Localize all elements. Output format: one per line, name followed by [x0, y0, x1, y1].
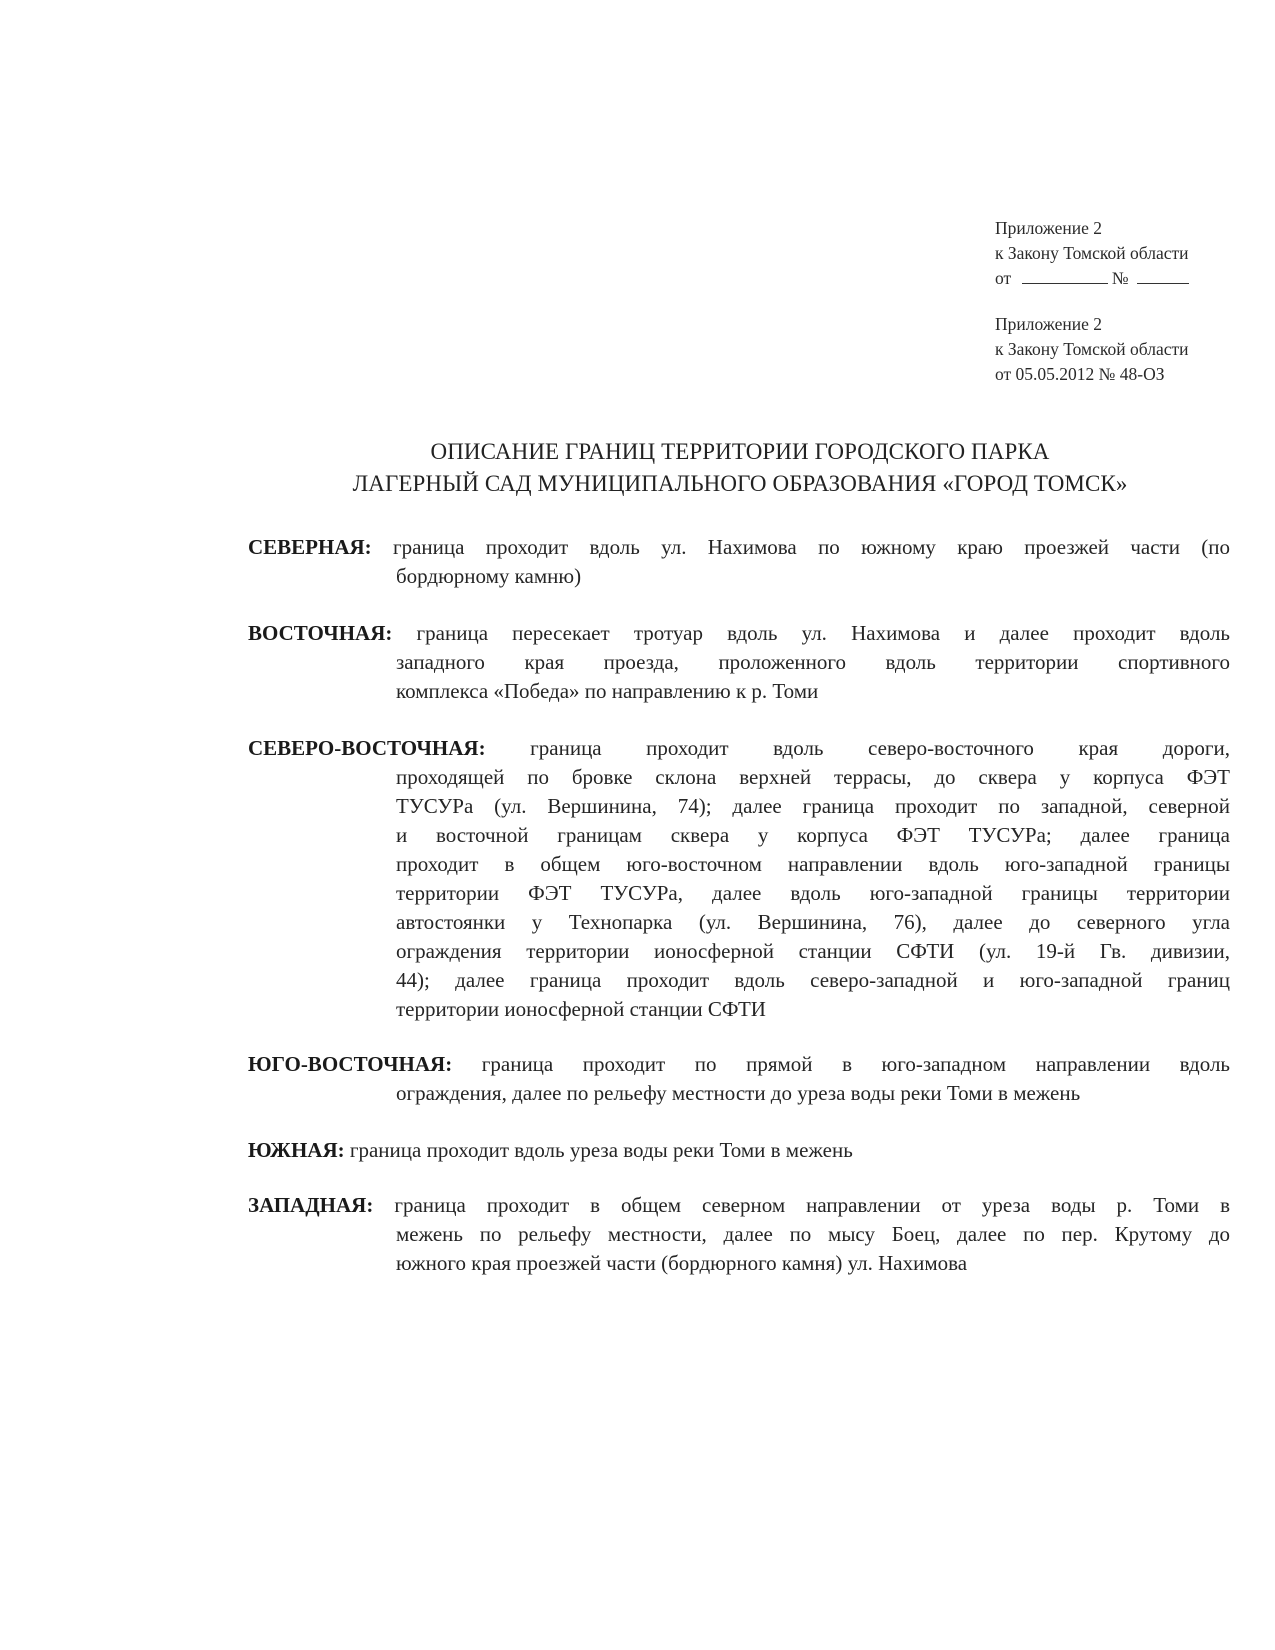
section-line: ТУСУРа (ул. Вершинина, 74); далее граница проходит по западной, северной [396, 794, 1230, 818]
section-line: бордюрному камню) [396, 564, 582, 588]
section-line: западного края проезда, проложенного вдоль территории спортивного [396, 650, 1230, 674]
section-line: и восточной границам сквера у корпуса ФЭТ ТУСУРа; далее граница [396, 823, 1230, 847]
appendix-line: от 05.05.2012 № 48-ОЗ [995, 364, 1165, 384]
number-blank [1137, 266, 1189, 284]
date-prefix: от [995, 268, 1012, 288]
section-line: проходит в общем юго-восточном направлении вдоль юго-западной границы [396, 852, 1230, 876]
section-southeast [248, 1050, 1230, 1108]
document-title [250, 436, 1230, 500]
section-line [248, 1050, 1230, 1079]
section-text: граница проходит по прямой в юго-западном направлении вдоль [481, 1052, 1231, 1076]
section-text: граница проходит в общем северном направлении от уреза воды р. Томи в [394, 1193, 1231, 1217]
section-label: ЮЖНАЯ: [248, 1138, 345, 1162]
title-line: ОПИСАНИЕ ГРАНИЦ ТЕРРИТОРИИ ГОРОДСКОГО ПАРКА [430, 439, 1050, 464]
section-line: ограждения, далее по рельефу местности до уреза воды реки Томи в межень [396, 1081, 1081, 1105]
section-label: ЗАПАДНАЯ: [248, 1193, 374, 1217]
appendix-line: к Закону Томской области [995, 243, 1189, 263]
section-north [248, 533, 1230, 591]
section-label: ВОСТОЧНАЯ: [248, 621, 393, 645]
section-text: граница проходит вдоль ул. Нахимова по южному краю проезжей части (по [393, 535, 1230, 559]
appendix-header-new [995, 216, 1255, 291]
appendix-line: к Закону Томской области [995, 339, 1189, 359]
section-label: СЕВЕРНАЯ: [248, 535, 372, 559]
section-line: ограждения территории ионосферной станции СФТИ (ул. 19-й Гв. дивизии, [396, 939, 1230, 963]
section-east [248, 619, 1230, 706]
appendix-line: Приложение 2 [995, 218, 1103, 238]
appendix-header-old [995, 312, 1255, 387]
section-line: межень по рельефу местности, далее по мысу Боец, далее по пер. Крутому до [396, 1222, 1230, 1246]
section-text: граница проходит вдоль северо-восточного края дороги, [530, 736, 1231, 760]
section-line: проходящей по бровке склона верхней террасы, до сквера у корпуса ФЭТ [396, 765, 1230, 789]
section-line [248, 734, 1230, 763]
section-label: ЮГО-ВОСТОЧНАЯ: [248, 1052, 453, 1076]
section-line: 44); далее граница проходит вдоль северо-западной и юго-западной границ [396, 968, 1230, 992]
section-line: автостоянки у Технопарка (ул. Вершинина, 76), далее до северного угла [396, 910, 1230, 934]
section-line [248, 533, 1230, 562]
section-line [248, 1136, 1230, 1165]
date-blank [1022, 266, 1108, 284]
section-line [248, 619, 1230, 648]
section-line [248, 1191, 1230, 1220]
section-south [248, 1136, 1230, 1165]
section-line: территории ФЭТ ТУСУРа, далее вдоль юго-западной границы территории [396, 881, 1230, 905]
section-label: СЕВЕРО-ВОСТОЧНАЯ: [248, 736, 486, 760]
section-line: комплекса «Победа» по направлению к р. Томи [396, 679, 819, 703]
number-sign: № [1111, 268, 1129, 288]
section-text: граница проходит вдоль уреза воды реки Томи в межень [349, 1138, 853, 1162]
title-line: ЛАГЕРНЫЙ САД МУНИЦИПАЛЬНОГО ОБРАЗОВАНИЯ «ГОРОД ТОМСК» [352, 471, 1128, 496]
section-text: граница пересекает тротуар вдоль ул. Нахимова и далее проходит вдоль [416, 621, 1231, 645]
section-west [248, 1191, 1230, 1278]
section-line: территории ионосферной станции СФТИ [396, 997, 766, 1021]
section-northeast [248, 734, 1230, 1024]
appendix-line: Приложение 2 [995, 314, 1103, 334]
section-line: южного края проезжей части (бордюрного камня) ул. Нахимова [396, 1251, 968, 1275]
appendix-date-line [995, 266, 1255, 291]
